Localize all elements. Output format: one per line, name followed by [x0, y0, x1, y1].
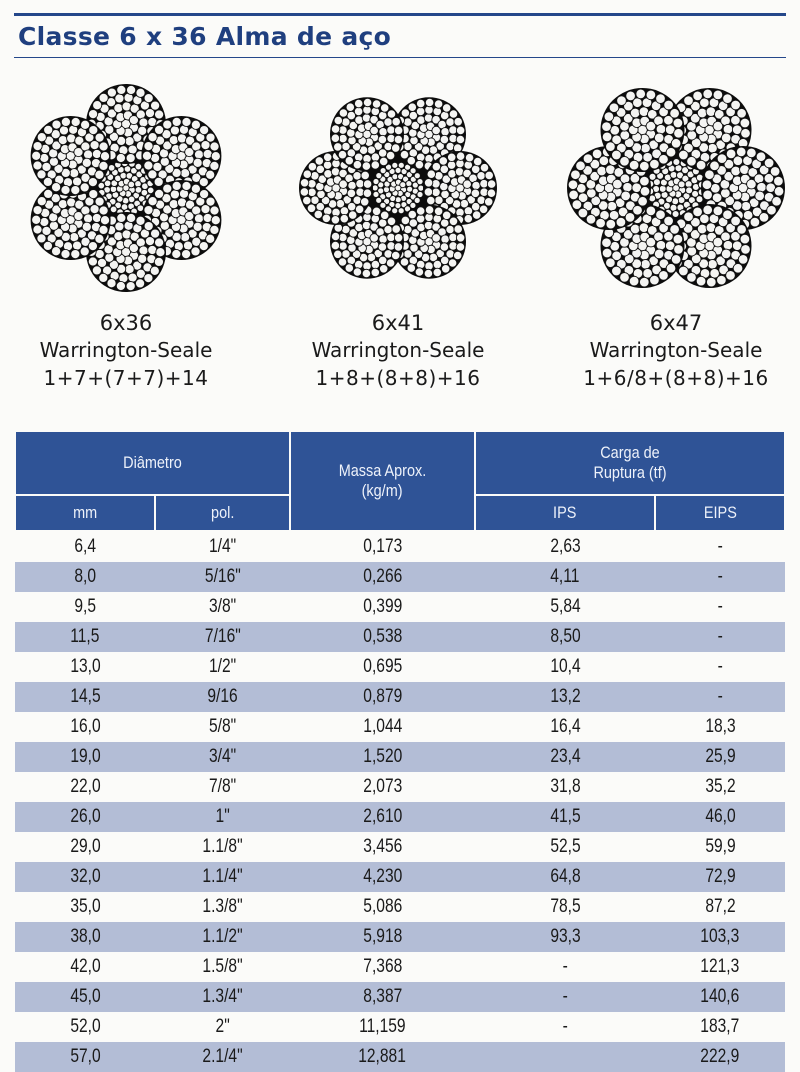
- cell-eips: 25,9: [655, 742, 785, 772]
- rope-specs-table: [14, 430, 786, 1072]
- table-row: [15, 802, 785, 832]
- page-title: Classe 6 x 36 Alma de aço: [18, 22, 392, 51]
- rope-6x41: [278, 70, 518, 392]
- cell-ips: 4,11: [475, 562, 655, 592]
- cell-mm: 19,0: [15, 742, 155, 772]
- header-massa: Massa Aprox. (kg/m): [290, 431, 475, 531]
- rope-cross-section-6x47-icon: [561, 70, 791, 306]
- cell-massa: 0,538: [290, 622, 475, 652]
- cell-mm: 16,0: [15, 712, 155, 742]
- cell-mm: 13,0: [15, 652, 155, 682]
- rope-type: Warrington-Seale: [39, 338, 213, 362]
- cell-ips: 64,8: [475, 862, 655, 892]
- cell-eips: 59,9: [655, 832, 785, 862]
- cell-pol: 1.1/4": [155, 862, 290, 892]
- rope-name: 6x36: [99, 311, 153, 335]
- header-mm: mm: [15, 495, 155, 531]
- cell-ips: 16,4: [475, 712, 655, 742]
- table-row: [15, 742, 785, 772]
- cell-pol: 1/4": [155, 531, 290, 562]
- cell-mm: 42,0: [15, 952, 155, 982]
- cell-massa: 2,073: [290, 772, 475, 802]
- cell-pol: 7/16": [155, 622, 290, 652]
- table-row: [15, 682, 785, 712]
- cell-mm: 14,5: [15, 682, 155, 712]
- cell-eips: -: [655, 562, 785, 592]
- cell-ips: -: [475, 1012, 655, 1042]
- cell-massa: 1,520: [290, 742, 475, 772]
- cell-eips: 18,3: [655, 712, 785, 742]
- cell-pol: 3/8": [155, 592, 290, 622]
- table-row: [15, 592, 785, 622]
- cell-ips: -: [475, 982, 655, 1012]
- cell-massa: 8,387: [290, 982, 475, 1012]
- table-body: [15, 531, 785, 1072]
- cell-eips: 183,7: [655, 1012, 785, 1042]
- cell-eips: -: [655, 592, 785, 622]
- cell-pol: 2.1/4": [155, 1042, 290, 1072]
- cell-pol: 1.5/8": [155, 952, 290, 982]
- cell-mm: 32,0: [15, 862, 155, 892]
- cell-eips: 87,2: [655, 892, 785, 922]
- cell-mm: 6,4: [15, 531, 155, 562]
- cell-eips: -: [655, 531, 785, 562]
- header-ips: IPS: [475, 495, 655, 531]
- table-row: [15, 892, 785, 922]
- cell-pol: 1": [155, 802, 290, 832]
- rope-name: 6x41: [371, 311, 425, 335]
- cell-massa: 0,266: [290, 562, 475, 592]
- cell-massa: 3,456: [290, 832, 475, 862]
- cell-mm: 26,0: [15, 802, 155, 832]
- table-row: [15, 772, 785, 802]
- table-row: [15, 952, 785, 982]
- cell-pol: 5/16": [155, 562, 290, 592]
- table-row: [15, 652, 785, 682]
- cell-pol: 3/4": [155, 742, 290, 772]
- cell-mm: 9,5: [15, 592, 155, 622]
- rope-type: Warrington-Seale: [589, 338, 763, 362]
- cell-mm: 11,5: [15, 622, 155, 652]
- cell-pol: 1.3/8": [155, 892, 290, 922]
- rope-formula: 1+8+(8+8)+16: [315, 366, 481, 390]
- cell-mm: 8,0: [15, 562, 155, 592]
- cell-ips: 31,8: [475, 772, 655, 802]
- cell-ips: 41,5: [475, 802, 655, 832]
- cell-eips: 46,0: [655, 802, 785, 832]
- cell-ips: 78,5: [475, 892, 655, 922]
- cell-massa: 11,159: [290, 1012, 475, 1042]
- table-row: [15, 1012, 785, 1042]
- cell-massa: 1,044: [290, 712, 475, 742]
- rope-6x36: [6, 70, 246, 392]
- header-carga: Carga de Ruptura (tf): [475, 431, 785, 495]
- table-row: [15, 622, 785, 652]
- rope-formula: 1+6/8+(8+8)+16: [583, 366, 769, 390]
- cell-mm: 29,0: [15, 832, 155, 862]
- cell-ips: 10,4: [475, 652, 655, 682]
- cell-eips: 103,3: [655, 922, 785, 952]
- cell-mm: 45,0: [15, 982, 155, 1012]
- cell-massa: 5,086: [290, 892, 475, 922]
- cell-ips: 5,84: [475, 592, 655, 622]
- cell-massa: 12,881: [290, 1042, 475, 1072]
- rope-cross-section-6x41-icon: [283, 70, 513, 306]
- table-row: [15, 862, 785, 892]
- table-row: [15, 562, 785, 592]
- cell-mm: 22,0: [15, 772, 155, 802]
- rope-name: 6x47: [649, 311, 703, 335]
- cell-pol: 1.1/8": [155, 832, 290, 862]
- cell-eips: 72,9: [655, 862, 785, 892]
- cell-ips: 13,2: [475, 682, 655, 712]
- header-diametro: Diâmetro: [15, 431, 290, 495]
- cell-massa: 2,610: [290, 802, 475, 832]
- cell-mm: 35,0: [15, 892, 155, 922]
- cell-ips: 93,3: [475, 922, 655, 952]
- cell-massa: 7,368: [290, 952, 475, 982]
- cell-ips: 8,50: [475, 622, 655, 652]
- rope-6x47: [556, 70, 796, 392]
- cell-ips: 2,63: [475, 531, 655, 562]
- table-row: [15, 982, 785, 1012]
- top-rule: [14, 13, 786, 16]
- rope-formula: 1+7+(7+7)+14: [43, 366, 209, 390]
- rope-type: Warrington-Seale: [311, 338, 485, 362]
- cell-pol: 1.3/4": [155, 982, 290, 1012]
- table-row: [15, 531, 785, 562]
- header-eips: EIPS: [655, 495, 785, 531]
- cell-pol: 2": [155, 1012, 290, 1042]
- cell-eips: -: [655, 652, 785, 682]
- cell-pol: 1/2": [155, 652, 290, 682]
- cell-pol: 9/16: [155, 682, 290, 712]
- cell-pol: 7/8": [155, 772, 290, 802]
- cell-eips: -: [655, 682, 785, 712]
- cell-eips: 222,9: [655, 1042, 785, 1072]
- cell-eips: 35,2: [655, 772, 785, 802]
- table-row: [15, 832, 785, 862]
- cell-mm: 52,0: [15, 1012, 155, 1042]
- table-row: [15, 1042, 785, 1072]
- cell-massa: 5,918: [290, 922, 475, 952]
- header-pol: pol.: [155, 495, 290, 531]
- cell-pol: 1.1/2": [155, 922, 290, 952]
- cell-eips: 121,3: [655, 952, 785, 982]
- cell-massa: 0,399: [290, 592, 475, 622]
- table-row: [15, 922, 785, 952]
- cell-massa: 0,879: [290, 682, 475, 712]
- cell-eips: 140,6: [655, 982, 785, 1012]
- cell-pol: 5/8": [155, 712, 290, 742]
- cell-ips: [475, 1042, 655, 1072]
- title-rule: [14, 57, 786, 58]
- cell-mm: 38,0: [15, 922, 155, 952]
- cell-ips: 23,4: [475, 742, 655, 772]
- cell-massa: 4,230: [290, 862, 475, 892]
- cell-massa: 0,173: [290, 531, 475, 562]
- rope-cross-section-6x36-icon: [11, 70, 241, 306]
- cell-mm: 57,0: [15, 1042, 155, 1072]
- cell-massa: 0,695: [290, 652, 475, 682]
- cell-ips: 52,5: [475, 832, 655, 862]
- cell-ips: -: [475, 952, 655, 982]
- table-row: [15, 712, 785, 742]
- cell-eips: -: [655, 622, 785, 652]
